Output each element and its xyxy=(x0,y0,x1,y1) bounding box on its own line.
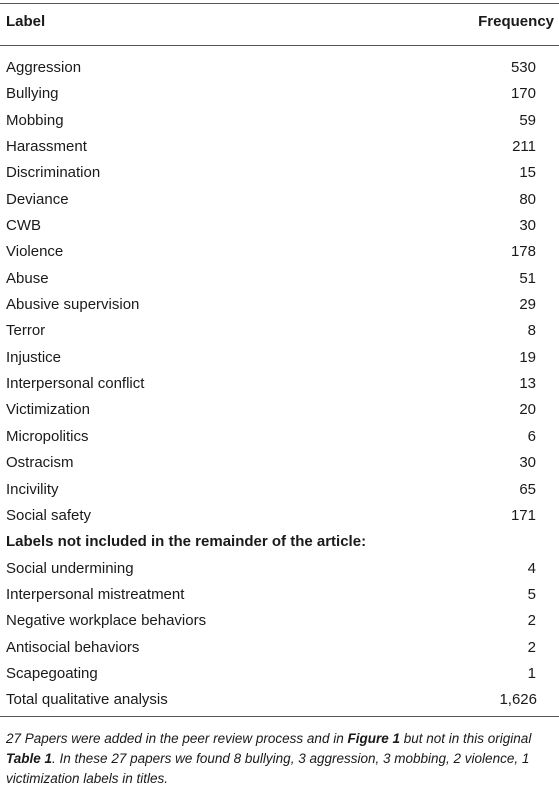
row-frequency: 2 xyxy=(527,638,536,656)
row-label: Micropolitics xyxy=(6,427,89,445)
row-label: Harassment xyxy=(6,138,87,156)
row-frequency: 65 xyxy=(519,480,536,498)
table-row xyxy=(0,397,559,423)
table-body xyxy=(0,55,559,714)
table-row xyxy=(0,450,559,476)
row-label: Victimization xyxy=(6,401,90,419)
footnote-part-2: but not in this original xyxy=(399,731,532,746)
table-row xyxy=(0,292,559,318)
table-footnote xyxy=(6,729,554,789)
table-subheading: Labels not included in the remainder of the article: xyxy=(6,533,367,551)
row-frequency: 51 xyxy=(519,269,536,287)
row-frequency: 1 xyxy=(527,664,536,682)
table-row xyxy=(0,503,559,529)
table-row xyxy=(0,635,559,661)
table-row xyxy=(0,661,559,687)
column-header-label: Label xyxy=(6,13,46,30)
table-row xyxy=(0,582,559,608)
table-row xyxy=(0,55,559,81)
row-label: Deviance xyxy=(6,190,69,208)
table-row xyxy=(0,608,559,634)
row-frequency: 4 xyxy=(527,559,536,577)
table-row xyxy=(0,477,559,503)
row-frequency: 30 xyxy=(519,217,536,235)
footnote-part-3: . In these 27 papers we found 8 bullying, 3 aggression, 3 mobbing, 2 violence, 1 victimization labels in titles. xyxy=(6,751,530,786)
table-row xyxy=(0,213,559,239)
row-frequency: 530 xyxy=(510,59,536,76)
row-label: Discrimination xyxy=(6,164,101,182)
table-row xyxy=(0,424,559,450)
column-header-frequency: Frequency xyxy=(478,13,554,30)
table-row xyxy=(0,187,559,213)
row-label: Social safety xyxy=(6,506,92,524)
row-label: Ostracism xyxy=(6,454,74,472)
table-header xyxy=(0,3,559,45)
row-label: Injustice xyxy=(6,348,62,366)
row-frequency: 211 xyxy=(512,138,536,156)
row-label: Abusive supervision xyxy=(6,296,140,314)
row-frequency: 20 xyxy=(519,401,536,419)
row-label: Social undermining xyxy=(6,559,134,577)
table-row xyxy=(0,160,559,186)
row-frequency: 2 xyxy=(527,612,536,630)
table-row xyxy=(0,687,559,713)
row-label: Interpersonal conflict xyxy=(6,375,145,393)
row-label: Scapegoating xyxy=(6,664,98,682)
row-label: Terror xyxy=(6,322,46,340)
row-label: Aggression xyxy=(6,59,82,76)
row-frequency: 178 xyxy=(510,243,536,261)
table-bottom-rule xyxy=(0,716,559,717)
table-row xyxy=(0,371,559,397)
row-label: Antisocial behaviors xyxy=(6,638,140,656)
row-label: Abuse xyxy=(6,269,49,287)
row-label: Incivility xyxy=(6,480,59,498)
row-label: CWB xyxy=(6,217,41,235)
row-frequency: 13 xyxy=(519,375,536,393)
footnote-table-ref[interactable]: Table 1 xyxy=(6,751,53,766)
row-label: Interpersonal mistreatment xyxy=(6,585,185,603)
row-label: Total qualitative analysis xyxy=(6,691,168,709)
table-row xyxy=(0,556,559,582)
table-row xyxy=(0,345,559,371)
table-row xyxy=(0,318,559,344)
table-subheading-row xyxy=(0,529,559,555)
footnote-part-1: 27 Papers were added in the peer review process and in xyxy=(6,731,348,746)
row-label: Violence xyxy=(6,243,64,261)
row-frequency: 19 xyxy=(519,348,536,366)
row-frequency: 6 xyxy=(527,427,536,445)
row-frequency: 1,626 xyxy=(499,691,537,709)
row-frequency: 5 xyxy=(527,585,536,603)
table-row xyxy=(0,266,559,292)
row-frequency: 170 xyxy=(510,85,536,103)
row-frequency: 8 xyxy=(527,322,536,340)
row-frequency: 30 xyxy=(519,454,536,472)
row-label: Bullying xyxy=(6,85,59,103)
row-label: Negative workplace behaviors xyxy=(6,612,207,630)
footnote-figure-ref[interactable]: Figure 1 xyxy=(347,731,400,746)
row-frequency: 171 xyxy=(510,506,536,524)
table-header-rule xyxy=(0,45,559,46)
row-frequency: 80 xyxy=(519,190,536,208)
table-row xyxy=(0,134,559,160)
table-row xyxy=(0,81,559,107)
table-row xyxy=(0,108,559,134)
row-frequency: 15 xyxy=(519,164,536,182)
row-label: Mobbing xyxy=(6,111,64,129)
row-frequency: 59 xyxy=(519,111,536,129)
table-row xyxy=(0,239,559,265)
row-frequency: 29 xyxy=(519,296,536,314)
